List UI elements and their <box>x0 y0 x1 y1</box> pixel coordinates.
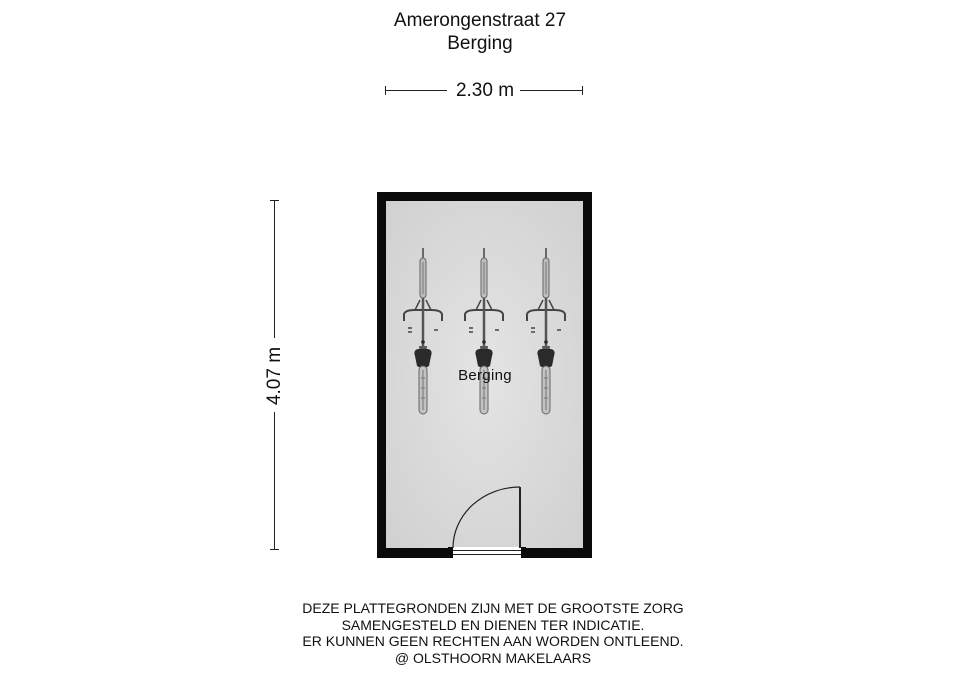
plan-title-floor: Berging <box>447 33 513 54</box>
depth-dimension-label: 4.07 m <box>264 346 285 406</box>
door-jamb-left <box>448 547 453 558</box>
disclaimer-line: SAMENGESTELD EN DIENEN TER INDICATIE. <box>341 616 645 633</box>
disclaimer-line: DEZE PLATTEGRONDEN ZIJN MET DE GROOTSTE ZORG <box>302 600 684 616</box>
door-opening <box>451 547 525 558</box>
room-label: Berging <box>458 367 512 384</box>
disclaimer-line: ER KUNNEN GEEN RECHTEN AAN WORDEN ONTLEEND. <box>302 633 684 649</box>
disclaimer-line: @ OLSTHOORN MAKELAARS <box>394 649 592 666</box>
disclaimer <box>0 600 960 666</box>
plan-title-address: Amerongenstraat 27 <box>393 10 567 31</box>
width-dimension-label: 2.30 m <box>455 80 515 101</box>
door-jamb-right <box>521 547 526 558</box>
